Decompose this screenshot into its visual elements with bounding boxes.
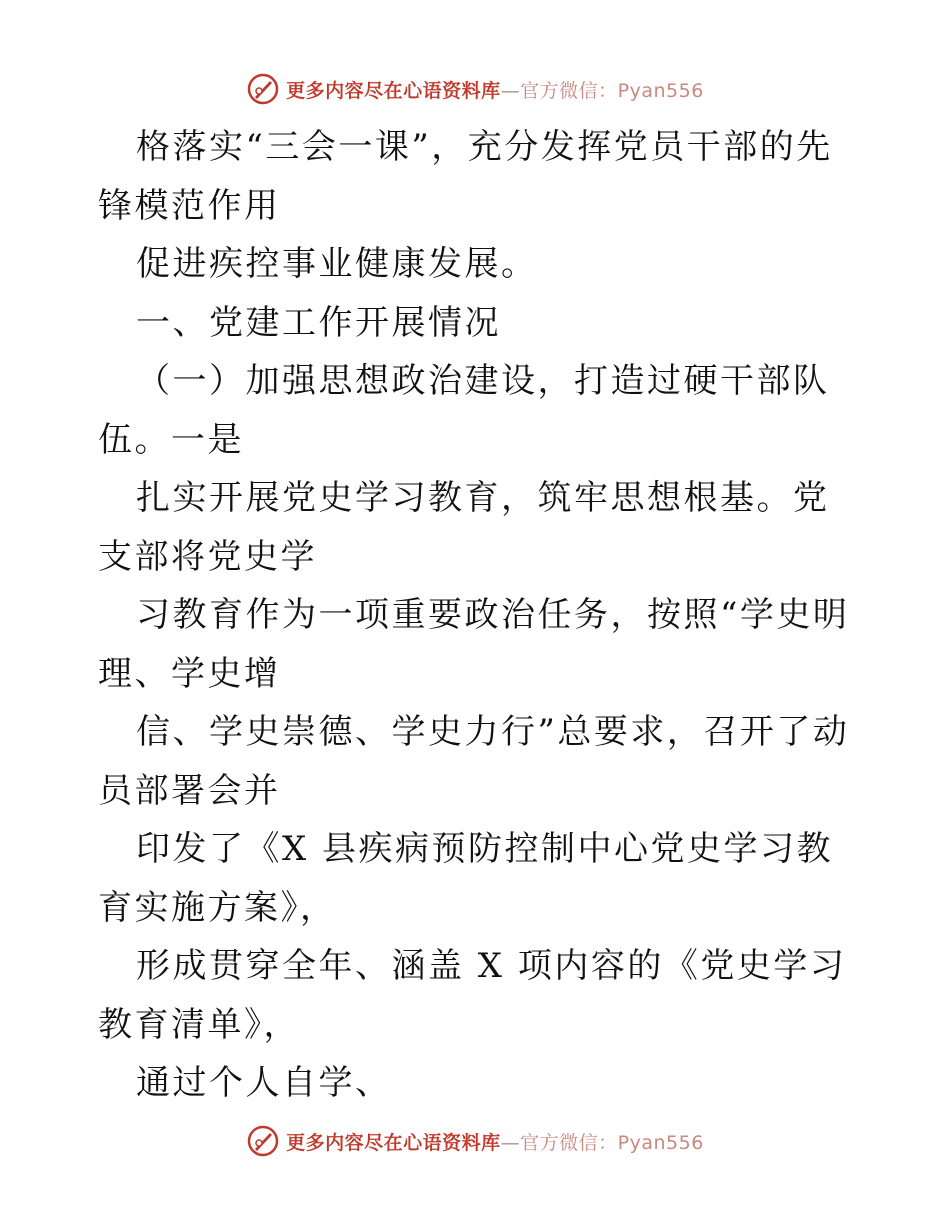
watermark-brand: 更多内容尽在心语资料库 — [286, 79, 501, 102]
paragraph: （一）加强思想政治建设，打造过硬干部队伍。一是 — [98, 361, 830, 460]
paragraph: 信、学史崇德、学史力行”总要求，召开了动员部署会并 — [98, 712, 850, 811]
watermark-text — [286, 1128, 704, 1155]
paragraph: 习教育作为一项重要政治任务，按照“学史明理、学史增 — [98, 595, 850, 694]
document-body — [98, 118, 858, 1113]
paragraph: 形成贯穿全年、涵盖 X 项内容的《党史学习教育清单》， — [98, 946, 847, 1045]
paragraph: 印发了《X 县疾病预防控制中心党史学习教育实施方案》， — [98, 829, 834, 928]
paragraph: 格落实“三会一课”，充分发挥党员干部的先锋模范作用 — [98, 127, 833, 226]
paragraph: 扎实开展党史学习教育，筑牢思想根基。党支部将党史学 — [98, 478, 830, 577]
watermark-contact: 官方微信：Pyan556 — [520, 1131, 704, 1154]
paragraph: 通过个人自学、 — [136, 1063, 392, 1103]
watermark-text — [286, 76, 704, 103]
watermark-contact: 官方微信：Pyan556 — [520, 79, 704, 102]
watermark-separator: — — [500, 1131, 521, 1154]
quill-pen-circle-icon — [246, 72, 280, 106]
watermark-brand: 更多内容尽在心语资料库 — [286, 1131, 501, 1154]
paragraph: 促进疾控事业健康发展。 — [136, 244, 538, 284]
footer-watermark — [0, 1124, 950, 1158]
section-heading: 一、党建工作开展情况 — [136, 302, 501, 343]
header-watermark — [0, 72, 950, 106]
quill-pen-circle-icon — [246, 1124, 280, 1158]
watermark-separator: — — [500, 79, 521, 102]
